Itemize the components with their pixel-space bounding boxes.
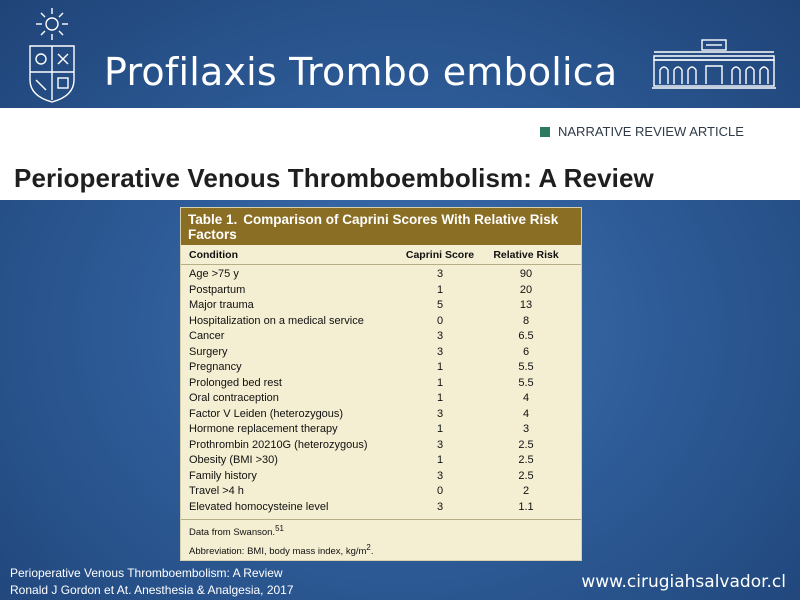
cell-condition: Hospitalization on a medical service xyxy=(189,314,364,327)
table-row xyxy=(181,267,581,283)
cell-relative-risk: 5.5 xyxy=(518,361,534,373)
table-footnote-abbreviation xyxy=(181,539,581,558)
table-row xyxy=(181,407,581,423)
cell-caprini-score: 3 xyxy=(436,469,444,482)
citation-line-2: Ronald J Gordon et At. Anesthesia & Analgesia, 2017 xyxy=(10,583,294,597)
column-header-caprini-score: Caprini Score xyxy=(405,249,475,261)
table-row xyxy=(181,422,581,438)
website-link[interactable]: www.cirugiahsalvador.cl xyxy=(581,572,786,592)
cell-caprini-score: 1 xyxy=(436,392,444,404)
cell-condition: Prolonged bed rest xyxy=(189,376,282,389)
table-column-headers xyxy=(181,245,581,265)
cell-caprini-score: 1 xyxy=(436,361,444,373)
cell-relative-risk: 1.1 xyxy=(518,500,534,513)
cell-caprini-score: 1 xyxy=(436,283,444,296)
cell-condition: Age >75 y xyxy=(189,268,239,280)
footnote-abbrev-text: Abbreviation: BMI, body mass index, kg/m xyxy=(189,546,367,558)
table-row xyxy=(181,360,581,376)
caprini-table xyxy=(180,207,582,561)
table-footnote-source xyxy=(181,520,581,539)
cell-condition: Postpartum xyxy=(189,283,246,296)
table-caption-text: Comparison of Caprini Scores With Relative Risk Factors xyxy=(188,212,559,242)
cell-relative-risk: 3 xyxy=(522,423,530,435)
table-row xyxy=(181,469,581,485)
cell-relative-risk: 2.5 xyxy=(518,454,534,466)
cell-relative-risk: 4 xyxy=(522,392,530,404)
citation xyxy=(10,565,294,599)
column-header-condition: Condition xyxy=(189,249,238,261)
cell-caprini-score: 3 xyxy=(436,345,444,358)
cell-relative-risk: 6.5 xyxy=(518,330,534,342)
cell-condition: Pregnancy xyxy=(189,361,242,373)
table-row xyxy=(181,329,581,345)
cell-caprini-score: 3 xyxy=(436,407,444,420)
table-body xyxy=(181,265,581,520)
cell-relative-risk: 8 xyxy=(522,314,530,327)
footnote-abbrev-suffix: . xyxy=(370,546,374,558)
review-tag xyxy=(540,124,744,140)
table-caption-label: Table 1. xyxy=(188,212,238,227)
cell-relative-risk: 2.5 xyxy=(518,438,534,451)
cell-caprini-score: 3 xyxy=(436,268,444,280)
cell-condition: Obesity (BMI >30) xyxy=(189,454,278,466)
cell-relative-risk: 6 xyxy=(522,345,530,358)
cell-caprini-score: 0 xyxy=(436,314,444,327)
cell-caprini-score: 0 xyxy=(436,485,444,497)
cell-caprini-score: 3 xyxy=(436,500,444,513)
hospital-building-icon xyxy=(650,38,778,90)
table-row xyxy=(181,314,581,330)
cell-relative-risk: 13 xyxy=(519,299,533,311)
table-row xyxy=(181,376,581,392)
cell-relative-risk: 2.5 xyxy=(518,469,534,482)
cell-relative-risk: 2 xyxy=(522,485,530,497)
cell-caprini-score: 3 xyxy=(436,438,444,451)
cell-caprini-score: 1 xyxy=(436,454,444,466)
article-title: Perioperative Venous Thromboembolism: A Review xyxy=(14,163,654,193)
tag-square-icon xyxy=(540,127,550,137)
cell-condition: Hormone replacement therapy xyxy=(189,423,338,435)
footnote-abbrev-superscript: 2 xyxy=(366,543,371,553)
cell-relative-risk: 5.5 xyxy=(518,376,534,389)
cell-condition: Oral contraception xyxy=(189,392,279,404)
column-header-relative-risk: Relative Risk xyxy=(493,249,559,261)
table-row xyxy=(181,484,581,500)
footnote-source-text: Data from Swanson. xyxy=(189,527,276,539)
cell-relative-risk: 90 xyxy=(519,268,533,280)
table-row xyxy=(181,453,581,469)
table-row xyxy=(181,391,581,407)
cell-condition: Travel >4 h xyxy=(189,485,244,497)
cell-condition: Elevated homocysteine level xyxy=(189,500,329,513)
cell-caprini-score: 1 xyxy=(436,376,444,389)
cell-condition: Surgery xyxy=(189,345,228,358)
table-row xyxy=(181,438,581,454)
cell-condition: Major trauma xyxy=(189,299,254,311)
table-row xyxy=(181,345,581,361)
cell-caprini-score: 1 xyxy=(436,423,444,435)
review-tag-label: NARRATIVE REVIEW ARTICLE xyxy=(558,124,744,139)
cell-caprini-score: 5 xyxy=(436,299,444,311)
cell-condition: Prothrombin 20210G (heterozygous) xyxy=(189,438,368,451)
footnote-reference: 51 xyxy=(275,524,284,533)
cell-relative-risk: 20 xyxy=(519,283,533,296)
cell-condition: Family history xyxy=(189,469,257,482)
table-caption xyxy=(181,208,581,245)
citation-line-1: Perioperative Venous Thromboembolism: A Review xyxy=(10,566,283,580)
cell-condition: Factor V Leiden (heterozygous) xyxy=(189,407,344,420)
slide-header xyxy=(0,0,800,108)
university-crest-icon xyxy=(22,6,82,104)
cell-relative-risk: 4 xyxy=(522,407,530,420)
cell-caprini-score: 3 xyxy=(436,330,444,342)
table-row xyxy=(181,500,581,516)
table-row xyxy=(181,298,581,314)
cell-condition: Cancer xyxy=(189,330,225,342)
slide-title: Profilaxis Trombo embolica xyxy=(104,50,618,94)
table-row xyxy=(181,283,581,299)
